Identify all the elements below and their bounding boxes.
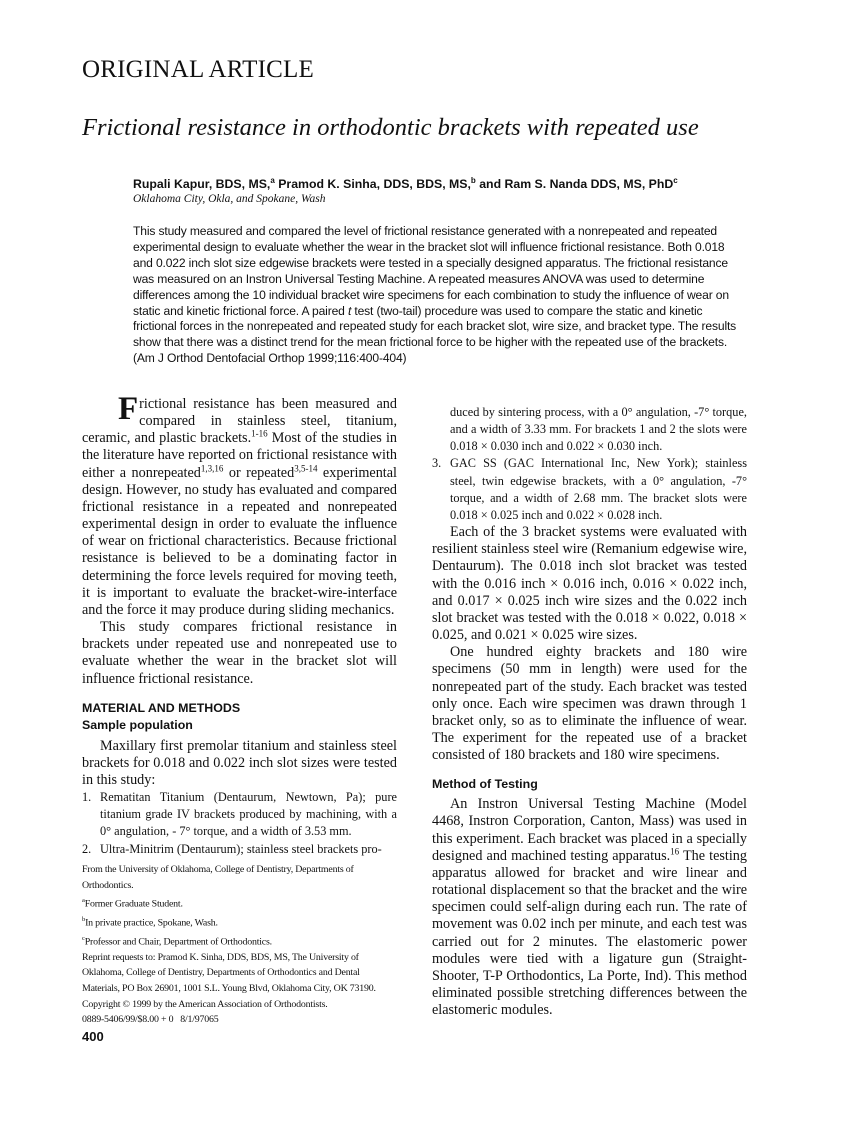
list-item <box>432 455 747 524</box>
author-mark: a <box>270 176 275 185</box>
abstract <box>133 224 747 367</box>
subsection-heading: Sample population <box>82 717 193 732</box>
list-text: Ultra-Minitrim (Dentaurum); stainless steel brackets pro- <box>100 841 382 856</box>
footnote-mark: b <box>82 916 86 924</box>
intro-paragraph-2: This study compares frictional resistance in brackets under repeated use and nonrepeated use to evaluate whether the wear in the bracket slot will influence frictional resistance. <box>82 619 397 687</box>
author-list <box>133 176 678 191</box>
drop-cap: F <box>118 391 139 427</box>
author-name: Pramod K. Sinha, DDS, BDS, MS, <box>274 177 471 192</box>
text: 0889-5406/99/$8.00 + 0 <box>82 1014 174 1026</box>
intro-paragraph <box>82 391 398 619</box>
text: Professor and Chair, Department of Orthodontics. <box>84 936 272 948</box>
citation[interactable]: 3,5-14 <box>294 462 318 473</box>
footnotes <box>82 862 398 1028</box>
section-label: ORIGINAL ARTICLE <box>82 56 314 83</box>
list-item <box>432 404 747 455</box>
list-number: 2. <box>82 841 92 856</box>
footnote-a <box>82 893 398 912</box>
footnote-from: From the University of Oklahoma, College of Dentistry, Departments of Orthodontics. <box>82 864 354 891</box>
footnote-reprint: Reprint requests to: Pramod K. Sinha, DDS, BDS, MS, The University of Oklahoma, College of Dentistry, Departments of Orthodontics and Dental Materials, PO Box 26901, 1001 S.L. Young Blvd, Oklahoma City, OK 73190. <box>82 951 376 995</box>
list-text: duced by sintering process, with a 0° angulation, -7° torque, and a width of 3.33 mm. For brackets 1 and 2 the slots were 0.018 × 0.030 inch and 0.022 × 0.030 inch. <box>450 405 747 454</box>
citation[interactable]: 1-16 <box>251 428 268 439</box>
author-mark: b <box>470 176 476 185</box>
text: Most of the studies in the literature have reported on frictional resistance with either a nonrepeated <box>82 430 397 481</box>
citation[interactable]: 16 <box>670 846 680 857</box>
footnote-mark: c <box>82 934 85 942</box>
text: or repeated <box>223 464 295 481</box>
abstract-text-rest: test (two-tail) procedure was used to compare the static and kinetic frictional forces in the nonrepeated and repeated study for each bracket slot, wire size, and bracket type. The results show that there was a distinct trend for the mean frictional force to be higher with the repeated use of the brackets. (Am J Orthod Dentofacial Orthop 1999;116:400-404) <box>133 303 737 366</box>
footnote-copyright: Copyright © 1999 by the American Association of Orthodontists. <box>82 998 328 1010</box>
bracket-list-continued <box>432 404 747 524</box>
footnote-b <box>82 912 398 931</box>
text: experimental design. However, no study has evaluated and compared frictional resistance in a repeated and nonrepeated experimental design in order to evaluate the influence of wear on frictional characteristics. Because frictional resistance is believed to be a dominating factor in determining the force levels required for moving teeth, it is important to evaluate the bracket-wire-interface and the force it may produce during sliding mechanics. <box>82 464 398 618</box>
list-number: 1. <box>82 790 92 805</box>
list-item <box>82 789 397 840</box>
section-heading: MATERIAL AND METHODS <box>82 700 241 715</box>
citation[interactable]: 1,3,16 <box>200 462 224 473</box>
text: An Instron Universal Testing Machine (Model 4468, Instron Corporation, Canton, Mass) was used in this experiment. Each bracket was placed in a specially designed and machined testing apparatus. <box>432 796 747 864</box>
text: In private practice, Spokane, Wash. <box>85 917 218 929</box>
article-title: Frictional resistance in orthodontic brackets with repeated use <box>82 114 699 141</box>
methods-paragraph: Each of the 3 bracket systems were evaluated with resilient stainless steel wire (Remanium edgewise wire, Dentaurum). The 0.018 inch slot bracket was tested with the 0.016 inch × 0.016 inch, 0.016 × 0.022 inch, and 0.017 × 0.025 inch wire sizes and the 0.022 inch slot bracket was tested with the 0.018 × 0.022, 0.018 × 0.025, and 0.021 × 0.025 wire sizes. <box>432 524 747 644</box>
text: The testing apparatus allowed for bracket and wire linear and rotational displacement so that the bracket and the wire specimen could self-align during each run. The rate of movement was 0.02 inch per minute, and each test was carried out for 2 minutes. The elastomeric power modules were tied with a ligature gun (Straight-Shooter, T-P Orthodontics, La Porte, Ind). This method eliminated possible stretching differences between the elastomeric modules. <box>432 847 747 1019</box>
footnote-c <box>82 931 398 950</box>
author-name: and Ram S. Nanda DDS, MS, PhD <box>475 177 674 192</box>
list-text: GAC SS (GAC International Inc, New York); stainless steel, twin edgewise brackets, with a 0° angulation, -7° torque, and a width of 2.68 mm. The bracket slots were 0.018 × 0.025 inch and 0.022 × 0.028 inch. <box>450 456 747 522</box>
left-column <box>82 391 398 858</box>
text: rictional resistance has been measured and compared in stainless steel, titanium, ceramic, and plastic brackets. <box>82 396 397 447</box>
methods-paragraph: One hundred eighty brackets and 180 wire specimens (50 mm in length) were used for the nonrepeated part of the study. Each bracket was tested only once. Each wire specimen was drawn through 1 bracket only, so as to eliminate the influence of wear. The experiment for the repeated use of a bracket consisted of 180 brackets and 180 wire specimens. <box>432 644 747 764</box>
list-text: Rematitan Titanium (Dentaurum, Newtown, Pa); pure titanium grade IV brackets produced by machining, with a 0° angulation, - 7° torque, and a width of 3.53 mm. <box>100 790 397 839</box>
list-item <box>82 841 397 858</box>
bracket-list <box>82 789 397 858</box>
right-column <box>432 404 747 1019</box>
abstract-text: This study measured and compared the level of frictional resistance generated with a nonrepeated and repeated experimental design to evaluate whether the wear in the bracket slot will influence frictional resistance. Both 0.018 and 0.022 inch slot size edgewise brackets were tested in a specially designed apparatus. The frictional resistance was measured on an Instron Universal Testing Machine. A repeated measures ANOVA was used to determine differences among the 10 individual bracket wire specimens for each combination to study the influence of wear on static and kinetic frictional force. A paired <box>133 224 729 318</box>
text: Former Graduate Student. <box>84 898 183 910</box>
author-name: Rupali Kapur, BDS, MS, <box>133 177 271 192</box>
subsection-heading: Method of Testing <box>432 777 538 792</box>
author-mark: c <box>673 176 678 185</box>
text: 8/1/97065 <box>180 1014 219 1026</box>
footnote-mark: a <box>82 897 85 905</box>
abstract-italic: t <box>347 303 352 318</box>
methods-paragraph: Maxillary first premolar titanium and stainless steel brackets for 0.018 and 0.022 inch slot sizes were tested in this study: <box>82 737 397 788</box>
methods-paragraph <box>432 796 747 1019</box>
affiliation: Oklahoma City, Okla, and Spokane, Wash <box>133 193 326 205</box>
page-number: 400 <box>82 1029 104 1044</box>
list-number: 3. <box>432 456 442 471</box>
footnote-code <box>82 1012 398 1028</box>
